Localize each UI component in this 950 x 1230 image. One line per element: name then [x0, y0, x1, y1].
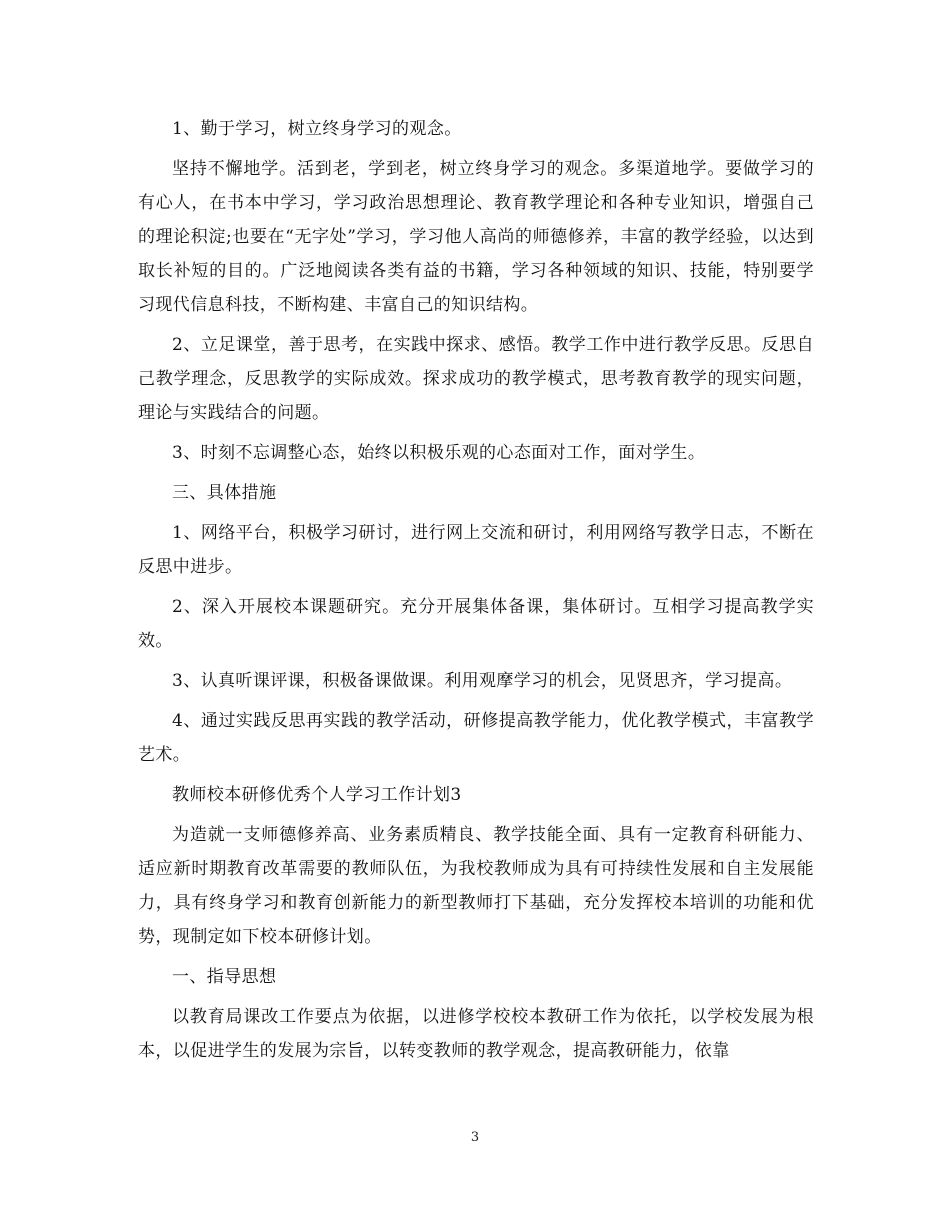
page-number: 3 — [470, 1130, 480, 1145]
section-heading-measures: 三、具体措施 — [172, 483, 277, 503]
paragraph-mindset: 3、时刻不忘调整心态，始终以积极乐观的心态面对工作，面对学生。 — [172, 443, 706, 463]
paragraph-measure-practice: 4、通过实践反思再实践的教学活动，研修提高教学能力，优化教学模式，丰富教学艺术。 — [138, 711, 814, 765]
section-heading-guiding-thought: 一、指导思想 — [172, 967, 277, 987]
paragraph-classroom-reflection: 2、立足课堂，善于思考，在实践中探求、感悟。教学工作中进行教学反思。反思自己教学理念，反思教学的实际成效。探求成功的教学模式，思考教育教学的现实问题，理论与实践结合的问题。 — [138, 335, 814, 423]
paragraph-learning-heading: 1、勤于学习，树立终身学习的观念。 — [172, 119, 462, 139]
paragraph-measure-network: 1、网络平台，积极学习研讨，进行网上交流和研讨，利用网络写教学日志，不断在反思中进步。 — [138, 523, 814, 577]
plan-title: 教师校本研修优秀个人学习工作计划3 — [172, 785, 462, 805]
paragraph-guiding-thought: 以教育局课改工作要点为依据，以进修学校校本教研工作为依托，以学校发展为根本，以促进学生的发展为宗旨，以转变教师的教学观念，提高教研能力，依靠 — [138, 1007, 814, 1061]
paragraph-measure-observation: 3、认真听课评课，积极备课做课。利用观摩学习的机会，见贤思齐，学习提高。 — [172, 671, 793, 691]
document-body — [138, 112, 814, 1074]
paragraph-lifelong-learning: 坚持不懈地学。活到老，学到老，树立终身学习的观念。多渠道地学。要做学习的有心人，在书本中学习，学习政治思想理论、教育教学理论和各种专业知识，增强自己的理论积淀;也要在“无字处”学习，学习他人高尚的师德修养，丰富的教学经验，以达到取长补短的目的。广泛地阅读各类有益的书籍，学习各种领域的知识、技能，特别要学习现代信息科技，不断构建、丰富自己的知识结构。 — [138, 159, 814, 315]
paragraph-measure-research: 2、深入开展校本课题研究。充分开展集体备课，集体研讨。互相学习提高教学实效。 — [138, 597, 814, 651]
paragraph-plan-intro: 为造就一支师德修养高、业务素质精良、教学技能全面、具有一定教育科研能力、适应新时期教育改革需要的教师队伍，为我校教师成为具有可持续性发展和自主发展能力，具有终身学习和教育创新能力的新型教师打下基础，充分发挥校本培训的功能和优势，现制定如下校本研修计划。 — [138, 825, 814, 947]
